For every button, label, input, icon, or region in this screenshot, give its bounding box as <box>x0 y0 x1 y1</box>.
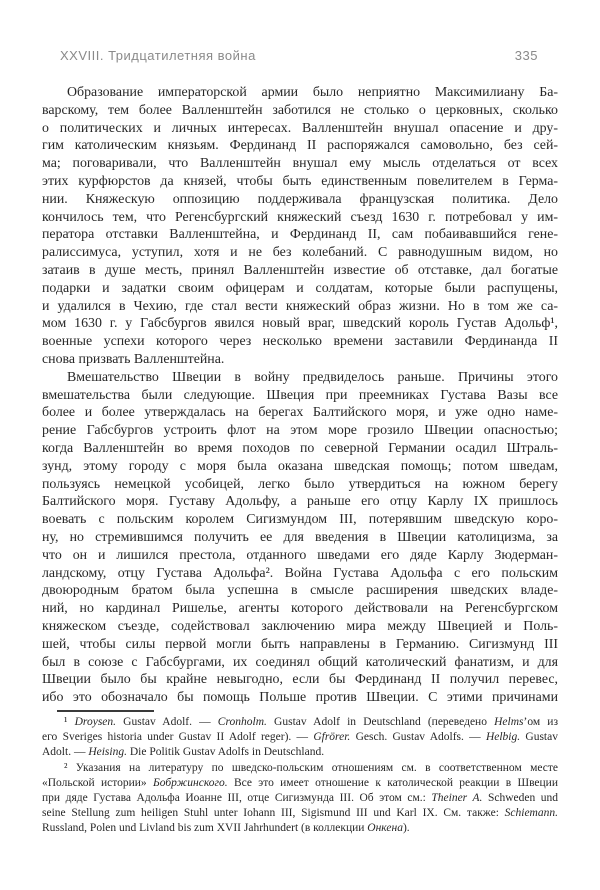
text-line: seine Stellung zum heiligen Stuhl unter Iohann III, Sigismund III und Karl IX. См. также: Schiemann. <box>42 807 558 820</box>
footnote-2 <box>42 761 558 837</box>
footnote-1 <box>42 715 558 761</box>
text-line: воевать с польским королем Сигизмундом III, потерявшим шведскую коро- <box>42 512 558 528</box>
text-line: «Польской истории» Бобржинского. Все это имеет отношение к католической реакции в Швеции <box>42 776 558 789</box>
text-line: ¹ Droysen. Gustav Adolf. — Cronholm. Gustav Adolf in Deutschland (переведено Helms’ом из <box>64 716 558 728</box>
text-line: двоюродным братом была успешна в смысле расширения шведских владе- <box>42 583 558 599</box>
text-line: ² Указания на литературу по шведско-польским отношениям см. в соответственном месте <box>64 761 558 774</box>
text-line: рение Габсбургов устроить флот на этом море грозило Швеции опасностью; <box>42 423 558 439</box>
text-line: ма; поговаривали, что Валленштейн внушал ему мысль отделаться от всех <box>42 156 558 172</box>
text-line: ибо это обозначало бы помощь Польше против Швеции. С этими причинами <box>42 690 558 706</box>
text-line: кончилось тем, что Регенсбургский княжеский съезд 1630 г. потребовал у им- <box>42 209 558 225</box>
text-line: Вмешательство Швеции в войну предвиделось раньше. Причины этого <box>67 369 558 385</box>
text-line: подарки и задатки своим офицерам и солдатам, которые были распущены, <box>42 280 558 296</box>
text-line: и удалился в Чехию, где стал вести княжеский образ жизни. Но в том же са- <box>42 298 558 314</box>
main-text <box>42 84 558 707</box>
text-line: Образование императорской армии было неприятно Максимилиану Ба- <box>67 85 558 100</box>
text-line: княжеском съезде, содействовал заключению мира между Швецией и Поль- <box>42 618 558 634</box>
text-line: Adolt. — Heising. Die Politik Gustav Adolfs in Deutschland. <box>42 746 325 759</box>
text-line: ландскому, отцу Густава Адольфа². Война Густава Адольфа с его польским <box>42 565 558 581</box>
text-line: снова призвать Валленштейна. <box>42 351 225 367</box>
text-line: мом 1630 г. у Габсбургов явился новый враг, шведский король Густав Адольф¹, <box>42 316 558 332</box>
running-title: XXVIII. Тридцатилетняя война <box>60 48 256 63</box>
text-line: шей, чтобы силы первой могли быть направлены в Германию. Сигизмунд III <box>42 636 558 652</box>
paragraph-1 <box>42 84 558 369</box>
text-line: пользуясь немецкой усобицей, легко было утвердиться на южном берегу <box>42 476 558 492</box>
text-line: ний, но кардинал Ришелье, агенты которого действовали на Регенсбургском <box>42 601 558 617</box>
footnotes-block <box>42 715 558 837</box>
text-line: Russland, Polen und Livland bis zum XVII Jahrhundert (в коллекции Онкена). <box>42 822 410 835</box>
text-line: что он и лишился престола, отданного шведами его дяде Карлу Зюдерман- <box>42 547 558 563</box>
text-line: вмешательства были следующие. Швеция при преемниках Густава Вазы все <box>42 387 558 403</box>
text-line: гим католическим князьям. Фердинанд II распоряжался самовольно, без сей- <box>42 138 558 154</box>
text-line: ралиссимуса, уступил, хотя и не без колебаний. С равнодушным видом, но <box>42 245 558 261</box>
text-line: его Sveriges historia under Gustav II Adolf reger). — Gfrörer. Gesch. Gustav Adolfs. — Helbig. Gustav <box>42 731 558 744</box>
text-line: при дяде Густава Адольфа Иоанне III, отце Сигизмунда III. Об этом см.: Theiner A. Schweden und <box>42 791 558 804</box>
page-number: 335 <box>514 48 538 63</box>
text-line: ператора отставки Валленштейна, и Фердинанд II, сам побаивавшийся гене- <box>42 227 558 243</box>
footnote-divider <box>57 710 154 712</box>
text-line: нии. Княжескую оппозицию поддерживала французская политика. Дело <box>42 191 558 207</box>
text-line: был в союзе с Габсбургами, их соединял общий католический фанатизм, и для <box>42 654 558 670</box>
running-header <box>60 48 538 63</box>
text-line: военные успехи которого через несколько времени заставили Фердинанда II <box>42 334 558 350</box>
text-line: затаив в душе месть, принял Валленштейн известие об отставке, дал богатые <box>42 262 558 278</box>
text-line: варскому, тем более Валленштейн заботился не столько о церковных, сколько <box>42 102 558 118</box>
text-line: этих курфюрстов да князей, чтобы быть единственным повелителем в Герма- <box>42 173 558 189</box>
text-line: когда Валленштейн во время походов по северной Германии осадил Штраль- <box>42 440 558 456</box>
text-line: более и более утверждалась на берегах Балтийского моря, и уже одно наме- <box>42 405 558 421</box>
text-line: Балтийского моря. Густаву Адольфу, а раньше его отцу Карлу IX пришлось <box>42 494 558 510</box>
text-line: Швеции было бы крайне невыгодно, если бы Фердинанд II получил перевес, <box>42 672 558 688</box>
paragraph-2 <box>42 369 558 707</box>
text-line: ну, но стремившимся получить ее для введения в Швеции католицизма, за <box>42 529 558 545</box>
text-line: зунд, этому городу с моря была оказана шведская помощь; потом шведам, <box>42 458 558 474</box>
text-line: о политических и личных интересах. Валленштейн внушал опасение и дру- <box>42 120 558 136</box>
